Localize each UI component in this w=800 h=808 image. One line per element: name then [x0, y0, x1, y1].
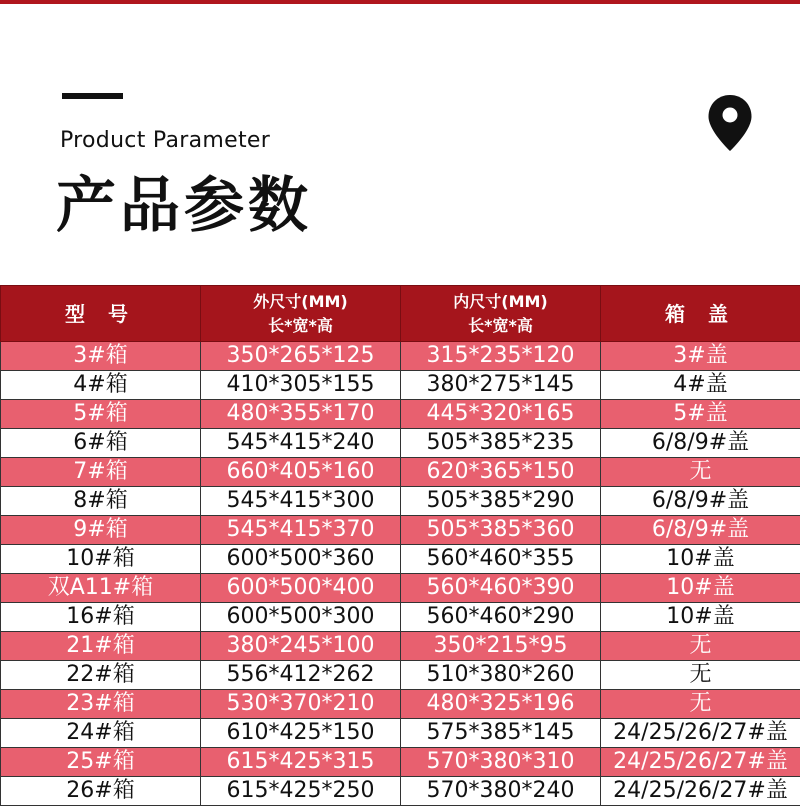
- model-cell: 5#箱: [1, 400, 201, 429]
- model-cell: 10#箱: [1, 545, 201, 574]
- lid-cell: 4#盖: [601, 371, 800, 400]
- table-row: [1, 516, 800, 545]
- outer-size-cell: 350*265*125: [201, 342, 401, 371]
- table-row: [1, 487, 800, 516]
- table-row: [1, 458, 800, 487]
- lid-cell: 24/25/26/27#盖: [601, 748, 800, 777]
- model-cell: 8#箱: [1, 487, 201, 516]
- outer-size-cell: 545*415*370: [201, 516, 401, 545]
- inner-size-cell: 575*385*145: [401, 719, 601, 748]
- inner-size-cell: 380*275*145: [401, 371, 601, 400]
- lid-cell: 3#盖: [601, 342, 800, 371]
- model-cell: 6#箱: [1, 429, 201, 458]
- lid-cell: 24/25/26/27#盖: [601, 719, 800, 748]
- lid-cell: 24/25/26/27#盖: [601, 777, 800, 806]
- inner-size-cell: 560*460*355: [401, 545, 601, 574]
- top-accent-rule: [0, 0, 800, 4]
- inner-size-cell: 505*385*360: [401, 516, 601, 545]
- inner-size-cell: 570*380*310: [401, 748, 601, 777]
- header-outer-size-line2: 长*宽*高: [268, 315, 333, 335]
- header-outer-size: [201, 286, 401, 342]
- lid-cell: 无: [601, 458, 800, 487]
- table-row: [1, 632, 800, 661]
- outer-size-cell: 380*245*100: [201, 632, 401, 661]
- model-cell: 3#箱: [1, 342, 201, 371]
- inner-size-cell: 620*365*150: [401, 458, 601, 487]
- outer-size-cell: 600*500*300: [201, 603, 401, 632]
- inner-size-cell: 560*460*390: [401, 574, 601, 603]
- inner-size-cell: 480*325*196: [401, 690, 601, 719]
- model-cell: 25#箱: [1, 748, 201, 777]
- outer-size-cell: 610*425*150: [201, 719, 401, 748]
- model-cell: 16#箱: [1, 603, 201, 632]
- table-row: [1, 748, 800, 777]
- header-inner-size: [401, 286, 601, 342]
- outer-size-cell: 545*415*240: [201, 429, 401, 458]
- header-inner-size-line1: 内尺寸(MM): [453, 291, 548, 311]
- lid-cell: 6/8/9#盖: [601, 487, 800, 516]
- model-cell: 双A11#箱: [1, 574, 201, 603]
- inner-size-cell: 510*380*260: [401, 661, 601, 690]
- page-subtitle: Product Parameter: [60, 128, 271, 153]
- outer-size-cell: 600*500*400: [201, 574, 401, 603]
- outer-size-cell: 660*405*160: [201, 458, 401, 487]
- lid-cell: 6/8/9#盖: [601, 429, 800, 458]
- model-cell: 26#箱: [1, 777, 201, 806]
- table-row: [1, 777, 800, 806]
- inner-size-cell: 505*385*290: [401, 487, 601, 516]
- lid-cell: 无: [601, 690, 800, 719]
- location-pin-icon: [707, 94, 753, 152]
- lid-cell: 10#盖: [601, 545, 800, 574]
- lid-cell: 无: [601, 632, 800, 661]
- model-cell: 24#箱: [1, 719, 201, 748]
- table-row: [1, 371, 800, 400]
- header-outer-size-line1: 外尺寸(MM): [253, 291, 348, 311]
- outer-size-cell: 556*412*262: [201, 661, 401, 690]
- lid-cell: 无: [601, 661, 800, 690]
- inner-size-cell: 315*235*120: [401, 342, 601, 371]
- inner-size-cell: 570*380*240: [401, 777, 601, 806]
- model-cell: 23#箱: [1, 690, 201, 719]
- table-row: [1, 661, 800, 690]
- model-cell: 21#箱: [1, 632, 201, 661]
- model-cell: 22#箱: [1, 661, 201, 690]
- outer-size-cell: 530*370*210: [201, 690, 401, 719]
- table-row: [1, 574, 800, 603]
- table-row: [1, 545, 800, 574]
- lid-cell: 6/8/9#盖: [601, 516, 800, 545]
- table-row: [1, 429, 800, 458]
- inner-size-cell: 445*320*165: [401, 400, 601, 429]
- table-row: [1, 690, 800, 719]
- table-header-row: [1, 286, 800, 342]
- outer-size-cell: 600*500*360: [201, 545, 401, 574]
- table-row: [1, 342, 800, 371]
- model-cell: 7#箱: [1, 458, 201, 487]
- outer-size-cell: 410*305*155: [201, 371, 401, 400]
- inner-size-cell: 350*215*95: [401, 632, 601, 661]
- outer-size-cell: 545*415*300: [201, 487, 401, 516]
- header-model: 型 号: [1, 286, 201, 342]
- table-row: [1, 603, 800, 632]
- table-body: [1, 342, 800, 806]
- model-cell: 4#箱: [1, 371, 201, 400]
- outer-size-cell: 615*425*250: [201, 777, 401, 806]
- table-row: [1, 719, 800, 748]
- product-parameter-table: [0, 285, 800, 806]
- inner-size-cell: 560*460*290: [401, 603, 601, 632]
- header-dash: [62, 93, 123, 99]
- page-title: 产品参数: [56, 171, 312, 241]
- lid-cell: 10#盖: [601, 603, 800, 632]
- header-inner-size-line2: 长*宽*高: [468, 315, 533, 335]
- model-cell: 9#箱: [1, 516, 201, 545]
- inner-size-cell: 505*385*235: [401, 429, 601, 458]
- table-row: [1, 400, 800, 429]
- lid-cell: 10#盖: [601, 574, 800, 603]
- header-lid: 箱 盖: [601, 286, 800, 342]
- outer-size-cell: 615*425*315: [201, 748, 401, 777]
- lid-cell: 5#盖: [601, 400, 800, 429]
- outer-size-cell: 480*355*170: [201, 400, 401, 429]
